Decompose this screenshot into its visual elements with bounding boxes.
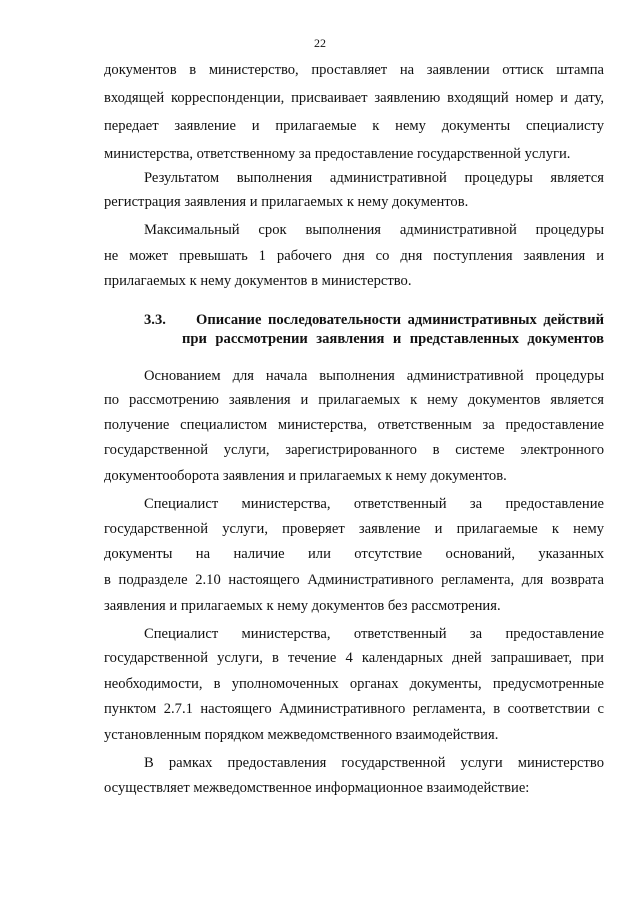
text-line: министерства, ответственному за предоставление государственной услуги.: [104, 146, 571, 162]
text-line: установленным порядком межведомственного взаимодействия.: [104, 727, 499, 743]
section-title-line-1: Описание последовательности административных действий: [196, 312, 604, 328]
text-line: Максимальный срок выполнения административной процедуры: [144, 222, 604, 238]
page-number: 22: [314, 36, 326, 50]
text-line: заявления и прилагаемых к нему документов без рассмотрения.: [104, 598, 501, 614]
text-line: Основанием для начала выполнения административной процедуры: [144, 368, 604, 384]
text-line: государственной услуги, в течение 4 календарных дней запрашивает, при: [104, 650, 604, 666]
text-line: Результатом выполнения административной процедуры является: [144, 170, 604, 186]
text-line: входящей корреспонденции, присваивает заявлению входящий номер и дату,: [104, 90, 604, 106]
section-number: 3.3.: [144, 312, 166, 328]
text-line: не может превышать 1 рабочего дня со дня поступления заявления и: [104, 248, 604, 264]
text-line: Специалист министерства, ответственный за предоставление: [144, 626, 604, 642]
text-line: передает заявление и прилагаемые к нему документы специалисту: [104, 118, 604, 134]
text-line: В рамках предоставления государственной услуги министерство: [144, 755, 604, 771]
text-line: получение специалистом министерства, ответственным за предоставление: [104, 417, 604, 433]
text-line: документы на наличие или отсутствие оснований, указанных: [104, 546, 604, 562]
text-line: документооборота заявления и прилагаемых к нему документов.: [104, 468, 507, 484]
text-line: необходимости, в уполномоченных органах документы, предусмотренные: [104, 676, 604, 692]
section-title-line-2: при рассмотрении заявления и представленных документов: [182, 331, 604, 347]
text-line: Специалист министерства, ответственный за предоставление: [144, 496, 604, 512]
text-line: прилагаемых к нему документов в министерство.: [104, 273, 412, 289]
text-line: государственной услуги, зарегистрированного в системе электронного: [104, 442, 604, 458]
text-line: осуществляет межведомственное информационное взаимодействие:: [104, 780, 530, 796]
text-line: документов в министерство, проставляет на заявлении оттиск штампа: [104, 62, 604, 78]
text-line: регистрация заявления и прилагаемых к нему документов.: [104, 194, 469, 210]
text-line: государственной услуги, проверяет заявление и прилагаемые к нему: [104, 521, 604, 537]
text-line: по рассмотрению заявления и прилагаемых к нему документов является: [104, 392, 604, 408]
text-line: в подразделе 2.10 настоящего Административного регламента, для возврата: [104, 572, 604, 588]
text-line: пунктом 2.7.1 настоящего Административного регламента, в соответствии с: [104, 701, 604, 717]
